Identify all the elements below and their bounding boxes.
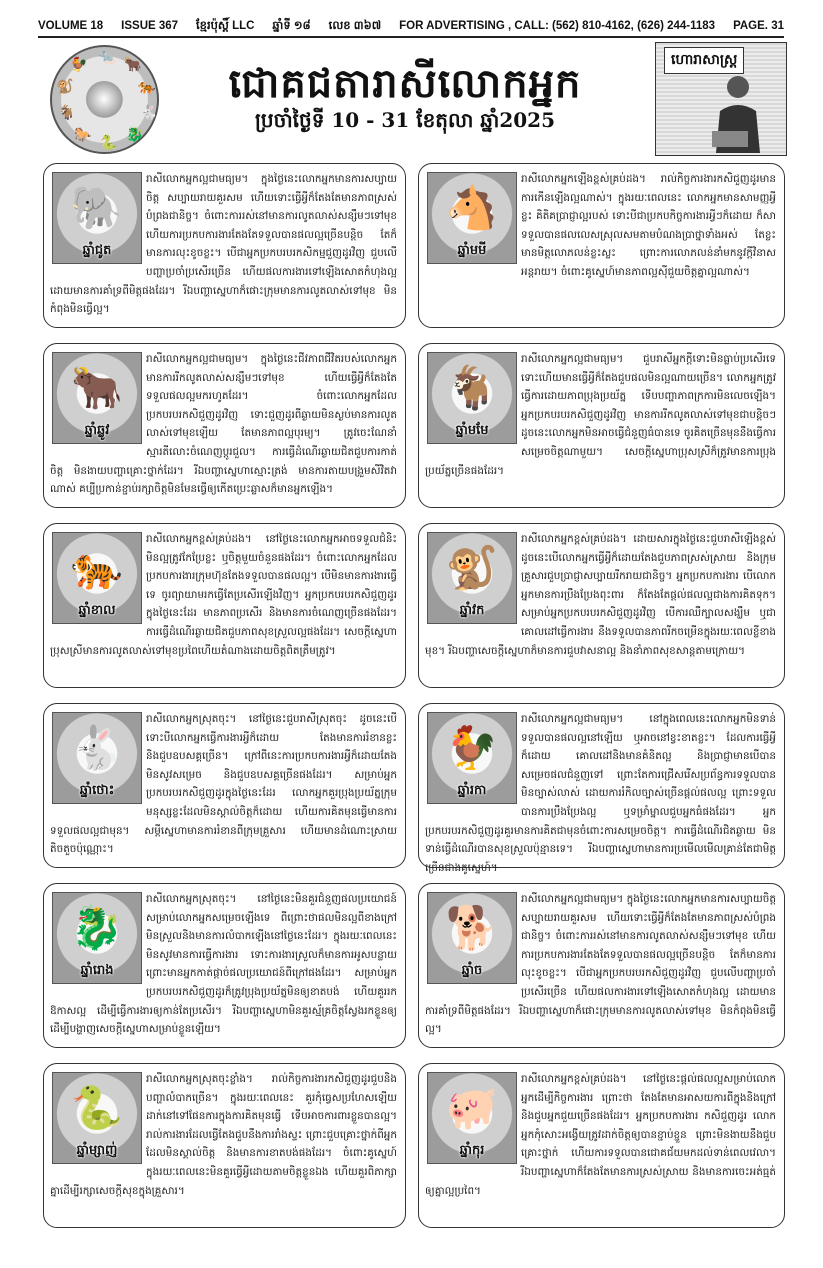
rat-icon: 🐀 (98, 49, 116, 65)
horse-icon: 🐴 (445, 183, 499, 232)
zodiac-year-label: ឆ្នាំជូត (82, 243, 112, 258)
horoscope-text: រាសីលោកអ្នកល្អជាមធ្យម។ ក្នុងថ្ងៃនេះជីវភាពជីវិតរបស់លោកអ្នកមានការរីកលូតលាស់សន្សឹមៗទៅមុខ ហើយធ្វើអ្វីក៏តែងតែទទួលផលល្អមករហូតដែរ។ ចំពោះលោកអ្នកដែលប្រកបរបរកសិជួញដូរវិញ ទោះជួញដូរពីឆ្ងាយមិនស្ងប់មានការលូតលាស់ទៅមុខឡើយ តែមានភាពល្អបុរម្យ។ ត្រូវចេះណែនាំស្មារតីលោះចំណេញប្តូរជួល។ ការធ្វើដំណើរឆ្ងាយជិតជួបការកាត់ចិត្ត មិនងាយបញ្ហាគ្រោះថ្នាក់ដែរ។ រីឯបញ្ហាស្នេហាស្មោះត្រង់ មានការតាយបង្រួមសីវិតវាណាស់ គប្បីប្រកាន់ខ្ជាប់រក្សាចិត្តមិនមែនធ្វើឲ្យកើតប្រេះឆ្លាសក៏មានអ្នកឡើង។ (50, 353, 397, 496)
zodiac-year-label: ឆ្នាំច (461, 963, 483, 978)
top-info-bar (38, 16, 784, 38)
dragon-icon: 🐉 (126, 127, 144, 143)
zodiac-year-label: ឆ្នាំម្សាញ់ (76, 1143, 118, 1158)
horoscope-text: រាសីលោកអ្នកល្អជាមធ្យម។ ក្នុងថ្ងៃនេះលោកអ្នកមានការសប្បាយចិត្ត សប្បាយរាយគួរសម ហើយទោះធ្វើអ្វីក៏តែងតែមានភាពស្រស់បំព្រងជានិច្ច។ ចំពោះការរស់នៅមានការលូតលាស់សន្សឹមៗទៅមុខ ហើយការប្រកបការងារតែងតែទទួលបានផលល្អច្រើនបន្តិច តែក៏មានការលុះខូចខ្លះ។ បើជាអ្នកប្រកបរបរកសិកម្មជួញដូរវិញ ជួបលើបញ្ហាប្រចាំប្រសើរច្រើន ហើយផលការងារទៅឡើងសោតកំហុងល្អ ដោយមានការគាំទ្រពីមិត្តផងដែរ។ រីឯបញ្ហាស្នេហាក៏ផោះក្រុមមានការលូតលាស់ទៅមុខ មិនកំពុងមិនធ្វើល្អ។ (50, 173, 397, 316)
elephant-icon: 🐘 (70, 183, 124, 232)
horoscope-text: រាសីលោកអ្នកស្រុតចុះ។ នៅថ្ងៃនេះជួបរាសីស្រុតចុះ ដូចនេះបើទោះបីលោកអ្នកធ្វើការងារអ្វីក៏ដោយ តែងមានការរំខានខ្លះ និងជួបឧបសគ្គច្រើន។ ក្រៅពីនេះការប្រកបការងារអ្វីក៏ដោយតែងមិនសូវសម្រេច និងជួបឧបសគ្គច្រើនផងដែរ។ សម្រាប់អ្នកប្រកបរបរកសិជួញដូរក្នុងថ្ងៃនេះដែរ លោកអ្នកគួរប្រុងប្រយ័ត្នក្រុមមនុស្សខ្លះដែលមិនស្គាល់ចិត្តក៏ដោយ ហើយការគិតមុនធ្វើមានការទទួលផលល្អជាមុន។ សម្ដីស្នេហាមានការរំខានពីក្រុមគ្រួសារ ហើយមានដំណោះស្រាយតិចតួចប៉ុណ្ណោះ។ (50, 713, 397, 856)
astrology-label: ហោរាសាស្ត្រ (664, 47, 744, 74)
zodiac-card-pig (418, 1063, 785, 1228)
horoscope-text: រាសីលោកអ្នកខ្ពស់គ្រប់ដង។ នៅថ្ងៃនេះលោកអ្នកអាចទទួលជំនិះមិនល្អត្រូវកែប្រែខ្លះ ឬចិត្តមួយចំនួនផងដែរ។ ចំពោះលោកអ្នកដែលប្រកបការងារក្រុមហ៊ុនតែងទទួលបានផលល្អ។ បើមិនមានការងារធ្វើទេ ចូរព្យាយាមរកធ្វើតែប្រសើរឡើងវិញ។ អ្នកប្រកបរបរកសិជួញដូរក្នុងថ្ងៃនេះដែរ មានភាពប្រសើរ និងមានការចំណេញច្រើនផងដែរ។ ការធ្វើដំណើរឆ្ងាយជិតជួបភាពសុខស្រួលល្អផងដែរ។ សេចក្ដីស្នេហាប្រុសស្រីមានការលូតលាស់ទៅមុខប្រពៃហើយតំណាងដោយចិត្តពិតត្រឹមត្រូវ។ (50, 533, 397, 657)
year-label: ឆ្នាំទី ១៨ (272, 19, 311, 32)
dragon-icon: 🐉 (70, 903, 124, 952)
zodiac-card-rabbit (43, 703, 406, 868)
zodiac-year-label: ឆ្នាំឆ្លូវ (84, 423, 110, 438)
monkey-icon: 🐒 (56, 79, 74, 95)
ox-icon: 🐂 (124, 57, 142, 73)
date-subtitle: ប្រចាំថ្ងៃទី 10 - 31 ខែតុលា ឆ្នាំ2025 (254, 108, 556, 132)
volume-label: VOLUME 18 (38, 20, 104, 32)
zodiac-year-label: ឆ្នាំកុរ (459, 1143, 485, 1158)
zodiac-card-snake (43, 1063, 406, 1228)
publisher-label: ខ្មែរប៉ុស្ដិ៍ LLC (196, 19, 255, 32)
horoscope-text: រាសីលោកអ្នកល្អជាមធ្យម។ ជួបរាសីអ្នកក្ដីទោះមិនធ្លាប់ប្រសើរទេ ទោះហើយមានធ្វើអ្វីក៏តែងជួបផលមិនល្អណាយច្រើន។ លោកអ្នកត្រូវធ្វើការដោយភាពប្រុងប្រយ័ត្ន ទើបបញ្ហាភាពក្រការមិនលេចឡើង។ អ្នកប្រកបរបរកសិជួញដូរវិញ មានការរីកលូតលាស់ទៅមុខជាបន្តិចៗ ដូចនេះលោកអ្នកមិនអាចធ្វើជំនួញធំបានទេ ចូរគិតច្រើនមុននឹងធ្វើការសម្រេចចិត្តណាមួយ។ សេចក្ដីស្នេហាប្រុសស្រីក៏ត្រូវមានការប្រុងប្រយ័ត្នច្រើនផងដែរ។ (425, 353, 777, 477)
horoscope-text: រាសីលោកអ្នកស្រុតចុះ។ នៅថ្ងៃនេះមិនគួរជំនួញផលប្រយោជន៍សម្រាប់លោកអ្នកសម្រេចឡើងទេ ពីព្រោះថាផលមិនល្អពីខាងក្រៅមិនស្រួលនិងមានការលំបាកឡើងនៅថ្ងៃនេះដែរ។ ក្នុងរយៈពេលនេះមិនសូវមានការធ្វើការងារ ទោះការងារស្រួលក៏មានការអូសបន្លាយ ព្រោះមានអ្នកកាត់ផ្តាច់ផលប្រយោជន៍ពីក្រៅផងដែរ។ សម្រាប់អ្នកប្រកបរបរកសិជួញដូរក៏ត្រូវប្រុងប្រយ័ត្នមិនឲ្យខាតបង់ ហើយគួររកឱកាសល្អ ដើម្បីធ្វើការងារឲ្យកាន់តែប្រសើរ។ រីឯបញ្ហាស្នេហាមិនគួរស្ម័គ្រចិត្តស្វែងរកខ្លួនឲ្យ ដើម្បីបង្ហាញសេចក្ដីស្នេហាសម្រាប់ខ្លួនឡើយ។ (50, 893, 397, 1036)
monkey-icon: 🐒 (445, 543, 499, 592)
horoscope-text: រាសីលោកអ្នកល្អជាមធ្យម។ នៅក្នុងពេលនេះលោកអ្នកមិនទាន់ទទួលបានផលល្អនៅឡើយ ឬអាចនៅខ្វះខាតខ្លះ។ ដែលការធ្វើអ្វីក៏ដោយ គោលដៅនិងមានគំនិតល្អ និងប្រាជ្ញាមានបើបានសម្រេចផលជំនួញទៅ ព្រោះតែការជ្រើសរើសប្រព័ន្ធការទទួលបានមិនច្បាស់លាស់ ដោយការរំកិលច្បាស់ច្រើនផ្តល់ផលល្អ ព្រោះទទួលបានការប្រឹងប្រែងល្អ ឬទម្រាំម្នាលជួបអ្នកធំផងដែរ។ អ្នកប្រកបរបរកសិជួញដូរគួរមានការគិតជាមុនចំពោះការសម្រេចចិត្ត។ ការធ្វើដំណើរជិតឆ្ងាយ មិនទាន់ធ្វើដំណើរបានសុខស្រួលប៉ុន្មានទេ។ រីឯបញ្ហាស្នេហាមានការប្រមើលមើលគ្រាន់តែជាមិត្តច្រើនជាងគូស្នេហ៍។ (425, 713, 776, 874)
zodiac-card-rooster (418, 703, 785, 874)
pig-icon: 🐖 (445, 1083, 499, 1132)
snake-icon: 🐍 (70, 1083, 124, 1132)
issue-km-label: លេខ ៣៦៧ (328, 19, 382, 32)
zodiac-card-goat (418, 343, 785, 508)
zodiac-card-tiger (43, 523, 406, 688)
horoscope-text: រាសីលោកអ្នកឡើងខ្ពស់គ្រប់ដង។ រាល់កិច្ចការងារកសិជួញដូរមានការកើនឡើងល្អណាស់។ ក្នុងរយៈពេលនេះ លោកអ្នកមានសាមញ្ញអ្វីខ្លះ គិតិគប្រាជ្ញាល្អរបស់ ទោះបីជាប្រកបកិច្ចការងារអ្វីៗក៏ដោយ ក៏សាទទួលបានផលលេសស្រុលសមតាមបំណងប្រាថ្នាទាំងអស់ តែខ្លះមានមិត្តលោភលន់ខ្លះស្លះ ព្រោះការលោភលន់នាំមកនូវក្តីវិនាសអន្តរាយ។ ចំពោះគូស្នេហ៍មានភាពល្អស៊ីជួយចិត្តគ្នាល្អណាស់។ (521, 173, 776, 278)
horoscope-text: រាសីលោកអ្នកខ្ពស់គ្រប់ដង។ នៅថ្ងៃនេះផ្ដល់ផលល្អសម្រាប់លោកអ្នកដើម្បីកិច្ចការងារ ព្រោះថា តែងតែមានអាសយការពីក្នុងនិងក្រៅ និងជួបអ្នកជួយច្រើនផងដែរ។ អ្នកប្រកបការងារ កសិជួញដូរ លោកអ្នកកុំសោះអង្វើយត្រូវដាក់ចិត្តឲ្យបានខ្ជាប់ខ្ជួន ព្រោះមិនងាយនឹងជួបគ្រោះថ្នាក់ ហើយការទទួលបានជោគជ័យមកដល់ទាន់ពេលវេលា។ រីឯបញ្ហាស្នេហាក៏តែងតែមានការស្រស់ស្រាយ និងមានការចេះអត់ធ្មត់ឲ្យគ្នាល្អប្រពៃ។ (425, 1073, 776, 1197)
zodiac-year-label: ឆ្នាំវក (459, 603, 485, 618)
zodiac-year-label: ឆ្នាំថោះ (79, 783, 115, 798)
snake-icon: 🐍 (100, 135, 118, 151)
tiger-icon: 🐅 (70, 543, 124, 592)
horoscope-text: រាសីលោកអ្នកស្រុតចុះខ្លាំង។ រាល់កិច្ចការងារកសិជួញដូរជួបនិងបញ្ហាលំបាកច្រើន។ ក្នុងរយៈពេលនេះ គួរកុំធ្វេសប្រហែសឡើយ ដាក់នៅទៅផែនការក្នុងការគិតមុនធ្វើ ទើបអាចការពារខ្លួនបានល្អ។ រាល់ការងារដែលធ្វើតែងជួបនឹងការរាំងស្ទះ ព្រោះជួបគ្រោះថ្នាក់ពីអ្នកដែលមិនស្គាល់ចិត្ត និងមានការខាតបង់ផងដែរ។ ចំពោះគូស្នេហ៍ក្នុងរយៈពេលនេះមិនគួរធ្វើអ្វីដោយតាមចិត្តខ្លួនឯង ហើយគួរពិភាក្សាគ្នាដើម្បីរក្សាសេចក្ដីសុខក្នុងគ្រួសារ។ (50, 1073, 397, 1197)
zodiac-card-horse (418, 163, 785, 328)
page-number: PAGE. 31 (733, 20, 784, 32)
horoscope-text: រាសីលោកអ្នកល្អជាមធ្យម។ ក្នុងថ្ងៃនេះលោកអ្នកមានការសប្បាយចិត្ត សប្បាយរាយគួរសម ហើយទោះធ្វើអ្វីក៏តែងតែមានភាពស្រស់បំព្រងជានិច្ច។ ចំពោះការរស់នៅមានការលូតលាស់សន្សឹមៗទៅមុខ ហើយការប្រកបការងារតែងតែទទួលបានផលល្អច្រើនបន្តិច តែក៏មានការលុះខូចខ្លះ។ បើជាអ្នកប្រកបរបរកសិជួញដូរវិញ ជួបលើបញ្ហាប្រចាំប្រសើរច្រើន ហើយផលការងារទៅឡើងសោតកំហុងល្អ ដោយមានការគាំទ្រពីមិត្តផងដែរ។ រីឯបញ្ហាស្នេហាក៏ផោះក្រុមមានការលូតលាស់ទៅមុខ មិនកំពុងមិនធ្វើល្អ។ (425, 893, 776, 1036)
zodiac-card-dragon (43, 883, 406, 1048)
zodiac-year-label: ឆ្នាំរោង (80, 963, 114, 978)
goat-icon: 🐐 (58, 105, 76, 121)
astrologer-image (655, 42, 787, 156)
tiger-icon: 🐅 (138, 79, 156, 95)
horoscope-text: រាសីលោកអ្នកខ្ពស់គ្រប់ដង។ ដោយសារក្នុងថ្ងៃនេះជួបរាសីឡើងខ្ពស់ ដូចនេះបើលោកអ្នកធ្វើអ្វីក៏ដោយតែងជួបភាពស្រស់ស្រាយ និងក្រុមគ្រួសារជួបប្រាជ្ញាសប្បាយរីករាយជានិច្ច។ អ្នកប្រកបការងារ បើលោកអ្នកមានការប្រឹងប្រែងពុះពារ ក៏តែងតែផ្ដល់ផលល្អជាងការគិតទុក។ សម្រាប់អ្នកប្រកបរបរកសិជួញដូរវិញ បើការឈឺក្បាលសង្ឃឹម ឬជាគោលដៅធ្វើការងារ នឹងទទួលបានភាពរីកចម្រើនក្នុងរយៈពេលខ្លីខាងមុខ។ រីឯបញ្ហាសេចក្ដីស្នេហាក៏មានការជួបវាសនាល្អ និងនាំភាពសុខសាន្តតាមក្រោយ។ (425, 533, 776, 657)
zodiac-card-ox (43, 343, 406, 508)
zodiac-year-label: ឆ្នាំមមី (457, 243, 487, 258)
rooster-icon: 🐓 (70, 57, 88, 73)
rabbit-icon: 🐇 (140, 105, 158, 121)
rabbit-icon: 🐇 (70, 723, 124, 772)
page-title: ជោគជតារាសីលោកអ្នក (228, 60, 582, 107)
rooster-icon: 🐓 (445, 723, 499, 772)
dog-icon: 🐕 (445, 903, 499, 952)
zodiac-wheel-image (50, 45, 159, 154)
advertising-label: FOR ADVERTISING , CALL: (562) 810-4162, (626) 244-1183 (399, 20, 716, 32)
zodiac-card-rat (43, 163, 406, 328)
zodiac-year-label: ឆ្នាំមមែ (455, 423, 489, 438)
zodiac-card-dog (418, 883, 785, 1048)
issue-label: ISSUE 367 (121, 20, 179, 32)
goat-icon: 🐐 (445, 363, 499, 412)
astrologer-figure-icon (708, 71, 768, 153)
zodiac-card-monkey (418, 523, 785, 688)
zodiac-year-label: ឆ្នាំរកា (457, 783, 487, 798)
zodiac-year-label: ឆ្នាំខាល (78, 603, 116, 618)
horse-icon: 🐎 (74, 127, 92, 143)
ox-icon: 🐂 (70, 363, 124, 412)
